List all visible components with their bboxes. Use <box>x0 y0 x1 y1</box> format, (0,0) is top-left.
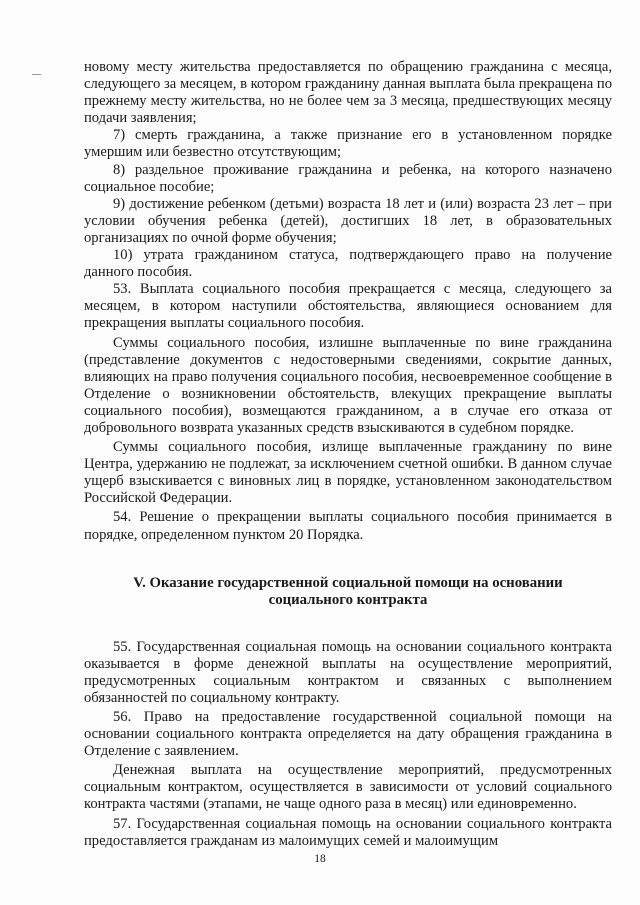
page-content <box>84 59 612 850</box>
section-heading-line-2: социального контракта <box>268 592 428 609</box>
paragraph-56: 56. Право на предоставление государственной социальной помощи на основании социального контракта определяется на дату обращения гражданина в Отделение с заявлением. <box>84 709 612 760</box>
paragraph-item-9: 9) достижение ребенком (детьми) возраста 18 лет и (или) возраста 23 лет – при условии обучения ребенка (детей), достигших 18 лет, в образовательных организациях по очной форме обучения; <box>84 195 612 246</box>
paragraph-57: 57. Государственная социальная помощь на основании социального контракта предоставляется гражданам из малоимущих семей и малоимущим <box>84 815 612 849</box>
paragraph-55: 55. Государственная социальная помощь на основании социального контракта оказывается в форме денежной выплаты на осуществление мероприятий, предусмотренных социальным контрактом и связанных с выполнением обязанностей по социальному контракту. <box>84 638 612 706</box>
paragraph-overpayment-citizen: Суммы социального пособия, излишне выплаченные по вине гражданина (представление документов с недостоверными сведениями, сокрытие данных, влияющих на право получения социального пособия, несвоевременное сообщение в Отделение о возникновении обстоятельств, влекущих прекращение выплаты социального пособия), возмещаются гражданином, а в случае его отказа от добровольного возврата указанных средств взыскиваются в судебном порядке. <box>84 334 612 436</box>
paragraph-item-8: 8) раздельное проживание гражданина и ребенка, на которого назначено социальное пособие; <box>84 161 612 195</box>
paragraph-continuation: новому месту жительства предоставляется по обращению гражданина с месяца, следующего за месяцем, в котором гражданину данная выплата была прекращена по прежнему месту жительства, но не более чем за 3 месяца, предшествующих месяцу подачи заявления; <box>84 59 612 127</box>
paragraph-payment-stages: Денежная выплата на осуществление мероприятий, предусмотренных социальным контрактом, осуществляется в зависимости от условий социального контракта частями (этапами, не чаще одного раза в месяц) или единовременно. <box>84 762 612 813</box>
paragraph-53: 53. Выплата социального пособия прекращается с месяца, следующего за месяцем, в котором наступили обстоятельства, являющиеся основанием для прекращения выплаты социального пособия. <box>84 281 612 332</box>
paragraph-item-10: 10) утрата гражданином статуса, подтверждающего право на получение данного пособия. <box>84 247 612 281</box>
paragraph-item-7: 7) смерть гражданина, а также признание его в установленном порядке умершим или безвестно отсутствующим; <box>84 127 612 161</box>
paragraph-54: 54. Решение о прекращении выплаты социального пособия принимается в порядке, определенном пунктом 20 Порядка. <box>84 509 612 543</box>
section-heading-line-1: V. Оказание государственной социальной помощи на основании <box>133 574 563 591</box>
paragraph-overpayment-center: Суммы социального пособия, излище выплаченные гражданину по вине Центра, удержанию не подлежат, за исключением счетной ошибки. В данном случае ущерб взыскивается с виновных лиц в порядке, установленном законодательством Российской Федерации. <box>84 439 612 507</box>
section-heading <box>84 575 612 610</box>
margin-mark <box>32 74 41 75</box>
page-number: 18 <box>314 853 326 865</box>
